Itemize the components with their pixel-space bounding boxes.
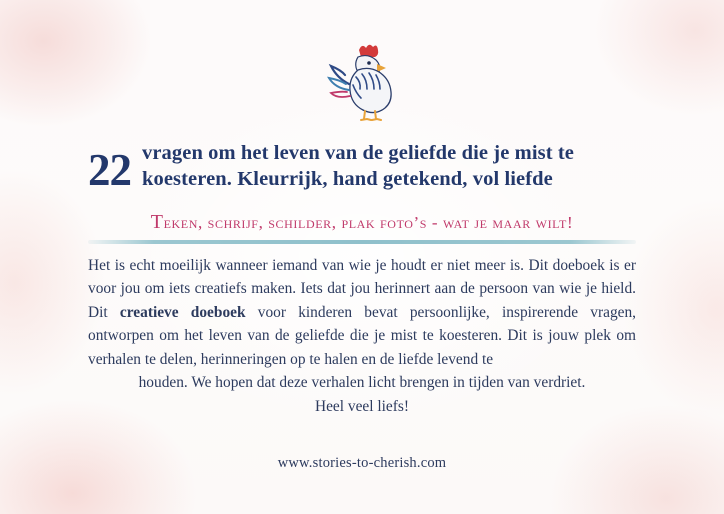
rooster-illustration [325,40,405,122]
subtitle-lead: T [150,211,164,233]
headline-line-1: vragen om het leven van de geliefde die je mist te [142,142,574,164]
closing-line: Heel veel liefs! [314,398,409,415]
body-part-3: houden. We hopen dat deze verhalen licht brengen in tijden van verdriet. [138,374,586,392]
subtitle [0,211,724,234]
body-paragraph [88,254,636,394]
headline-line-2: koesteren. Kleurrijk, hand getekend, vol liefde [142,168,553,191]
headline-text [142,140,574,192]
website-url[interactable]: www.stories-to-cherish.com [277,455,447,471]
headline [88,140,648,193]
body-part-2: voor kinderen bevat persoonlijke, inspirerende vragen, ontworpen om het leven van de geliefde die je mist te koesteren. Dit is jouw plek om verhalen te delen, herinneringen op te halen en de liefde levend te [88,303,637,368]
divider [88,240,636,244]
body-part-1: Het is echt moeilijk wanneer iemand van wie je houdt er niet meer is. Dit doeboek is er voor jou om iets creatiefs maken. Iets dat jou herinnert aan de persoon van wie je hield. Dit [88,257,636,321]
body-bold-phrase: creatieve doeboek [119,303,246,321]
question-count: 22 [88,145,131,195]
subtitle-rest: eken, schrijf, schilder, plak foto’s - wat je maar wilt! [163,213,574,232]
